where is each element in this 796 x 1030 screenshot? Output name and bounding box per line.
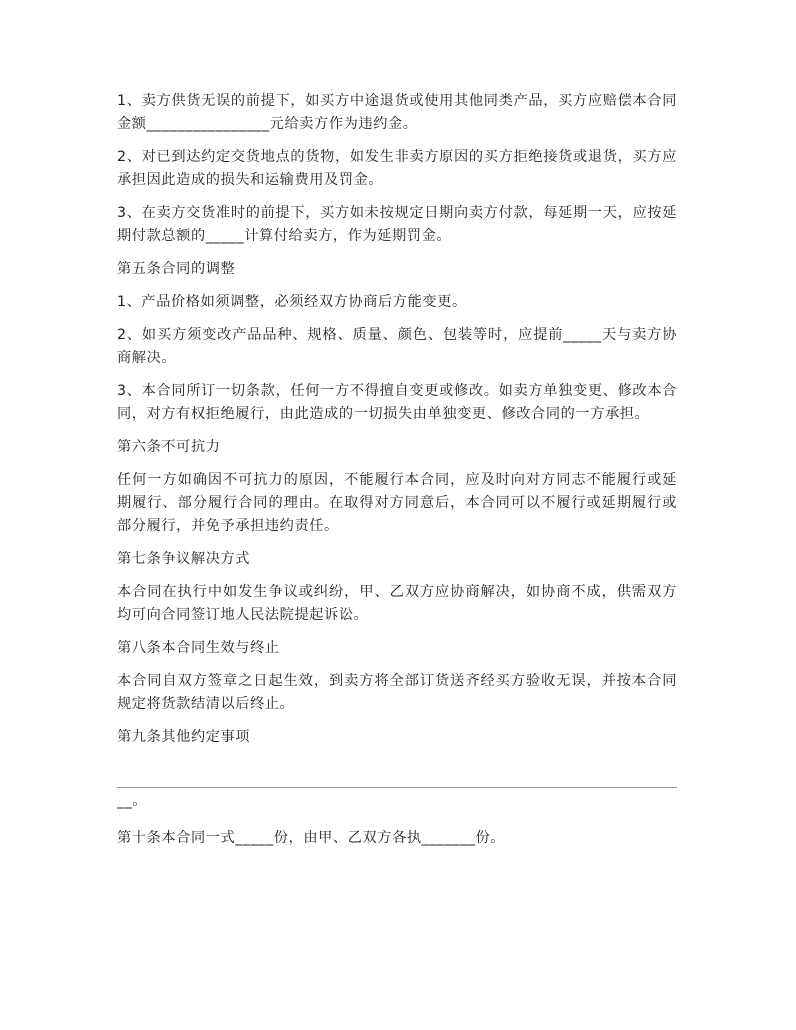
section-8-title: 第八条本合同生效与终止	[117, 640, 280, 656]
section-6-title: 第六条不可抗力	[117, 439, 221, 455]
section-5-title: 第五条合同的调整	[117, 261, 236, 277]
section-8-text: 本合同自双方签章之日起生效，到卖方将全部订货送齐经买方验收无误，并按本合同规定将货款结清以后终止。	[117, 673, 677, 712]
section-5-item-2: 2、如买方须变改产品品种、规格、质量、颜色、包装等时，应提前_____天与卖方协商解决。	[117, 327, 677, 366]
document-page	[117, 90, 677, 860]
section-5-item-1: 1、产品价格如须调整，必须经双方协商后方能变更。	[117, 294, 467, 310]
section-6-text: 任何一方如确因不可抗力的原因，不能履行本合同，应及时向对方同志不能履行或延期履行、部分履行合同的理由。在取得对方同意后，本合同可以不履行或延期履行或部分履行，并免予承担违约责任。	[117, 472, 677, 534]
section-5-item-3: 3、本合同所订一切条款，任何一方不得擅自变更或修改。如卖方单独变更、修改本合同，对方有权拒绝履行，由此造成的一切损失由单独变更、修改合同的一方承担。	[117, 383, 677, 422]
section-7-title: 第七条争议解决方式	[117, 551, 251, 567]
section-9-title: 第九条其他约定事项	[117, 729, 251, 745]
clause-3: 3、在卖方交货准时的前提下，买方如未按规定日期向卖方付款，每延期一天，应按延期付款总额的_____计算付给卖方，作为延期罚金。	[117, 205, 677, 244]
section-10-text: 第十条本合同一式_____份，由甲、乙双方各执_______份。	[117, 830, 506, 846]
section-9-line-end: __。	[117, 793, 148, 809]
clause-2: 2、对已到达约定交货地点的货物，如发生非卖方原因的买方拒绝接货或退货，买方应承担因此造成的损失和运输费用及罚金。	[117, 149, 677, 188]
section-7-text: 本合同在执行中如发生争议或纠纷，甲、乙双方应协商解决，如协商不成，供需双方均可向合同签订地人民法院提起诉讼。	[117, 584, 677, 623]
section-9-blank-line	[117, 759, 677, 788]
clause-1: 1、卖方供货无误的前提下，如买方中途退货或使用其他同类产品，买方应赔偿本合同金额________________元给卖方作为违约金。	[117, 93, 677, 132]
